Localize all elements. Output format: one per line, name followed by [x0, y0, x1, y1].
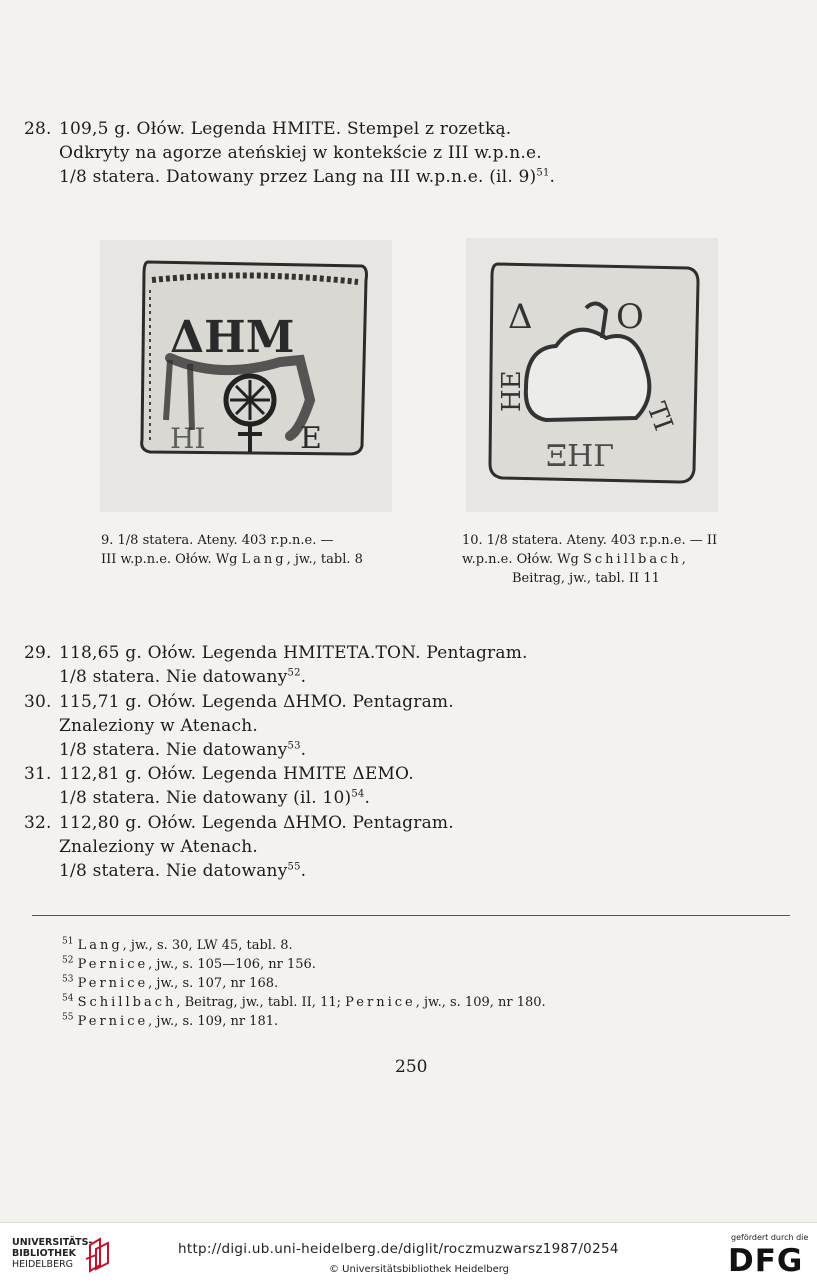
svg-text:Δ: Δ [508, 297, 533, 337]
footnote-ref[interactable]: 52 [287, 667, 301, 679]
figure-9-caption: 9. 1/8 statera. Ateny. 403 r.p.n.e. — III w.p.n.e. Ołów. Wg Lang, jw., tabl. 8 [101, 533, 363, 567]
footnote-ref[interactable]: 51 [536, 167, 550, 179]
lead-token-drawing [100, 240, 392, 512]
footnote-divider [32, 915, 790, 916]
footnote-55: $^{55}$ Pernice, jw., s. 109, nr 181. [62, 1012, 279, 1029]
svg-text:TI: TI [640, 398, 679, 435]
lead-token-drawing [466, 238, 718, 512]
svg-text:O: O [616, 297, 644, 337]
funding-note: gefördert durch die [731, 1233, 809, 1242]
footnote-54: $^{54}$ Schillbach, Beitrag, jw., tabl. II, 11; Pernice, jw., s. 109, nr 180. [62, 993, 546, 1010]
footnote-51: $^{51}$ Lang, jw., s. 30, LW 45, tabl. 8. [62, 936, 293, 953]
svg-text:HE: HE [497, 370, 527, 412]
copyright-notice: © Universitätsbibliothek Heidelberg [329, 1264, 510, 1275]
entry-32: 32. 112,80 g. Ołów. Legenda ΔHMO. Pentagram. Znaleziony w Atenach. 1/8 statera. Nie datowany$^{55}$. [24, 813, 454, 881]
dfg-logo: DFG [728, 1243, 804, 1279]
page-number: 250 [395, 1057, 428, 1077]
footnote-ref[interactable]: 55 [287, 861, 301, 873]
entry-31: 31. 112,81 g. Ołów. Legenda HMITE ΔEMO. 1/8 statera. Nie datowany (il. 10)$^{54}$. [24, 764, 414, 808]
footer-bar [0, 1222, 817, 1284]
library-logo-icon [84, 1235, 114, 1277]
svg-text:HI: HI [170, 422, 206, 455]
entry-29: 29. 118,65 g. Ołów. Legenda HMITETA.TON. Pentagram. 1/8 statera. Nie datowany$^{52}$. [24, 643, 528, 687]
footnote-ref[interactable]: 53 [287, 740, 301, 752]
permalink-url[interactable]: http://digi.ub.uni-heidelberg.de/diglit/roczmuzwarsz1987/0254 [178, 1241, 619, 1257]
footnote-52: $^{52}$ Pernice, jw., s. 105—106, nr 156. [62, 955, 316, 972]
entry-28: 28. 109,5 g. Ołów. Legenda HMITE. Stempel z rozetką. Odkryty na agorze ateńskiej w kontekście z III w.p.n.e. 1/8 statera. Datowany przez Lang na III w.p.n.e. (il. 9)$^{51}$. [24, 119, 556, 187]
coin-image-9 [100, 240, 392, 512]
svg-text:ΔHM: ΔHM [170, 312, 295, 363]
svg-text:E: E [300, 421, 322, 456]
footnote-ref[interactable]: 54 [351, 788, 365, 800]
library-name: UNIVERSITÄTS- BIBLIOTHEK HEIDELBERG [12, 1237, 93, 1270]
coin-image-10 [466, 238, 718, 512]
entry-30: 30. 115,71 g. Ołów. Legenda ΔHMO. Pentagram. Znaleziony w Atenach. 1/8 statera. Nie datowany$^{53}$. [24, 692, 454, 760]
figure-10-caption: 10. 1/8 statera. Ateny. 403 r.p.n.e. — II w.p.n.e. Ołów. Wg Schillbach, Beitrag, jw., tabl. II 11 [462, 533, 718, 586]
svg-text:ΞΗΓ: ΞΗΓ [546, 439, 615, 474]
footnote-53: $^{53}$ Pernice, jw., s. 107, nr 168. [62, 974, 279, 991]
